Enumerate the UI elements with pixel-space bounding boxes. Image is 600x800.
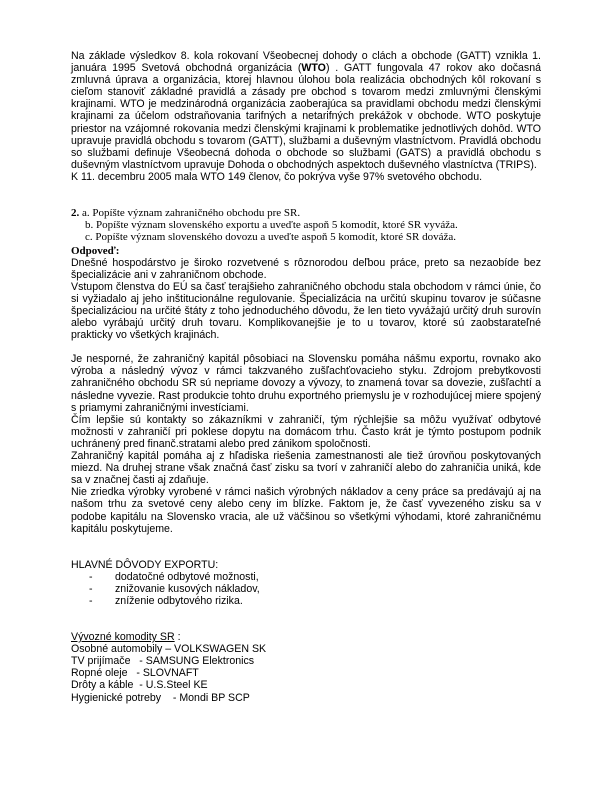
commodities-title-line <box>71 631 541 643</box>
answer-paragraph-2: Vstupom členstva do EÚ sa časť terajšieho zahraničného obchodu stala obchodom v rámci únie, čo si vyžiadalo aj jeho inštitucionálne regulovanie. Špecializácia na určitú skupinu tovarov je súčasne špecializáciou na určité štáty z toho jednoduchého dôvodu, že len tieto vyvážajú určitý druh surovín alebo vyrábajú určitý druh tovaru. Komplikovanejšie je to u tovarov, ktoré sú zaobstarateľné prakticky vo všetkých krajinách. <box>71 280 541 342</box>
intro-text-after: ) . GATT fungovala 47 rokov ako dočasná zmluvná úprava a organizácia, ktorej hlavnou úlohou bola realizácia obchodných kôl rokovaní s cieľom stanoviť základné pravidlá a zásady pre obchod s tovarom medzi zmluvnými členskými krajinami. WTO je medzinárodná organizácia zaoberajúca sa pravidlami obchodu medzi členskými krajinami za účelom odstraňovania tarifných a netarifných prekážok v obchode. WTO poskytuje priestor na vzájomné rokovania medzi členskými krajinami k problematike jednotlivých dohôd. WTO upravuje pravidlá obchodu s tovarom (GATT), službami a duševným vlastníctvom. Pravidlá obchodu so službami definuje Všeobecná dohoda o obchode so službami (GATS) a pravidlá obchodu s duševným vlastníctvom upravuje Dohoda o obchodných aspektoch duševného vlastníctva (TRIPS). <box>71 62 541 171</box>
export-reasons-list <box>71 571 541 607</box>
intro-text-before: Na základe výsledkov 8. kola rokovaní Všeobecnej dohody o clách a obchode (GATT) vznikla 1. januára 1995 Svetová obchodná organizácia ( <box>71 50 541 75</box>
commodity-item: Hygienické potreby - Mondi BP SCP <box>71 691 250 704</box>
answer-paragraph-1: Dnešné hospodárstvo je široko rozvetvené s rôznorodou deľbou práce, preto sa nezaobíde bez špecializácie ani v zahraničnom obchode. <box>71 256 541 281</box>
question-a-text: a. Popíšte význam zahraničného obchodu pre SR. <box>82 207 301 220</box>
spacer <box>71 341 541 353</box>
export-reason-item: - zníženie odbytového rizika. <box>71 595 541 607</box>
answer-paragraph-3: Je nesporné, že zahraničný kapitál pôsobiaci na Slovensku pomáha nášmu exportu, rovnako ako výroba a následný vývoz v rámci takzvaného zušľachťovacieho styku. Zdrojom prebytkovosti zahraničného obchodu SR sú nepriame dovozy a vývozy, to znamená tovar sa dovezie, zušľachtí a následne vyvezie. Rast produkcie tohto druhu exportného priemyslu je v rozhodujúcej miere spojený s priamymi zahraničnými investíciami. <box>71 353 541 414</box>
wto-members-line: K 11. decembru 2005 mala WTO 149 členov, čo pokrýva vyše 97% svetového obchodu. <box>71 170 483 183</box>
question-a <box>71 207 541 219</box>
question-number: 2. <box>71 207 80 220</box>
commodities-title: Vývozné komodity SR <box>71 631 175 644</box>
answer-paragraph-5: Zahraničný kapitál pomáha aj z hľadiska riešenia zamestnanosti ale tiež úrovňou poskytovaných miezd. Na druhej strane však značná časť zisku sa tvorí v zahraničí alebo do zahraničia uniká, kde sa v značnej časti aj zdaňuje. <box>71 450 541 487</box>
question-c: c. Popíšte význam slovenského dovozu a uveďte aspoň 5 komodít, ktoré SR dováža. <box>85 231 456 244</box>
document-page <box>71 50 541 704</box>
question-list <box>71 207 541 244</box>
question-b: b. Popíšte význam slovenského exportu a uveďte aspoň 5 komodít, ktoré SR vyváža. <box>85 219 458 232</box>
intro-paragraph <box>71 50 541 171</box>
export-reason-item: - dodatočné odbytové možnosti, <box>71 571 541 583</box>
commodity-item: Osobné automobily – VOLKSWAGEN SK <box>71 643 267 656</box>
answer-title: Odpoveď: <box>71 244 120 257</box>
commodity-item: TV prijímače - SAMSUNG Elektronics <box>71 655 255 668</box>
answer-paragraph-6: Nie zriedka výrobky vyrobené v rámci našich výrobných nákladov a ceny práce sa predávajú aj na našom trhu za svetové ceny alebo ceny im blízke. Faktom je, že časť vyvezeného zisku sa v podobe kapitálu na Slovensko vracia, ale už väčšinou so všetkými výhodami, ktoré zahraničnému kapitálu poskytujeme. <box>71 486 541 535</box>
commodity-item: Drôty a káble - U.S.Steel KE <box>71 679 208 692</box>
intro-bold-wto: WTO <box>301 62 326 75</box>
export-reasons-title: HLAVNÉ DÔVODY EXPORTU: <box>71 558 219 571</box>
spacer <box>71 183 541 207</box>
spacer <box>71 535 541 559</box>
answer-paragraph-4: Čím lepšie sú kontakty so zákazníkmi v zahraničí, tým rýchlejšie sa môžu využívať odbytové možnosti v zahraničí pri poklese dopytu na domácom trhu. Často krát je týmto postupom podnik uchránený pred finanč.stratami alebo pred zánikom spoločnosti. <box>71 413 541 450</box>
export-reason-item: - znižovanie kusových nákladov, <box>71 583 541 595</box>
commodities-title-suffix: : <box>174 631 181 644</box>
commodity-item: Ropné oleje - SLOVNAFT <box>71 667 199 680</box>
spacer <box>71 607 541 631</box>
